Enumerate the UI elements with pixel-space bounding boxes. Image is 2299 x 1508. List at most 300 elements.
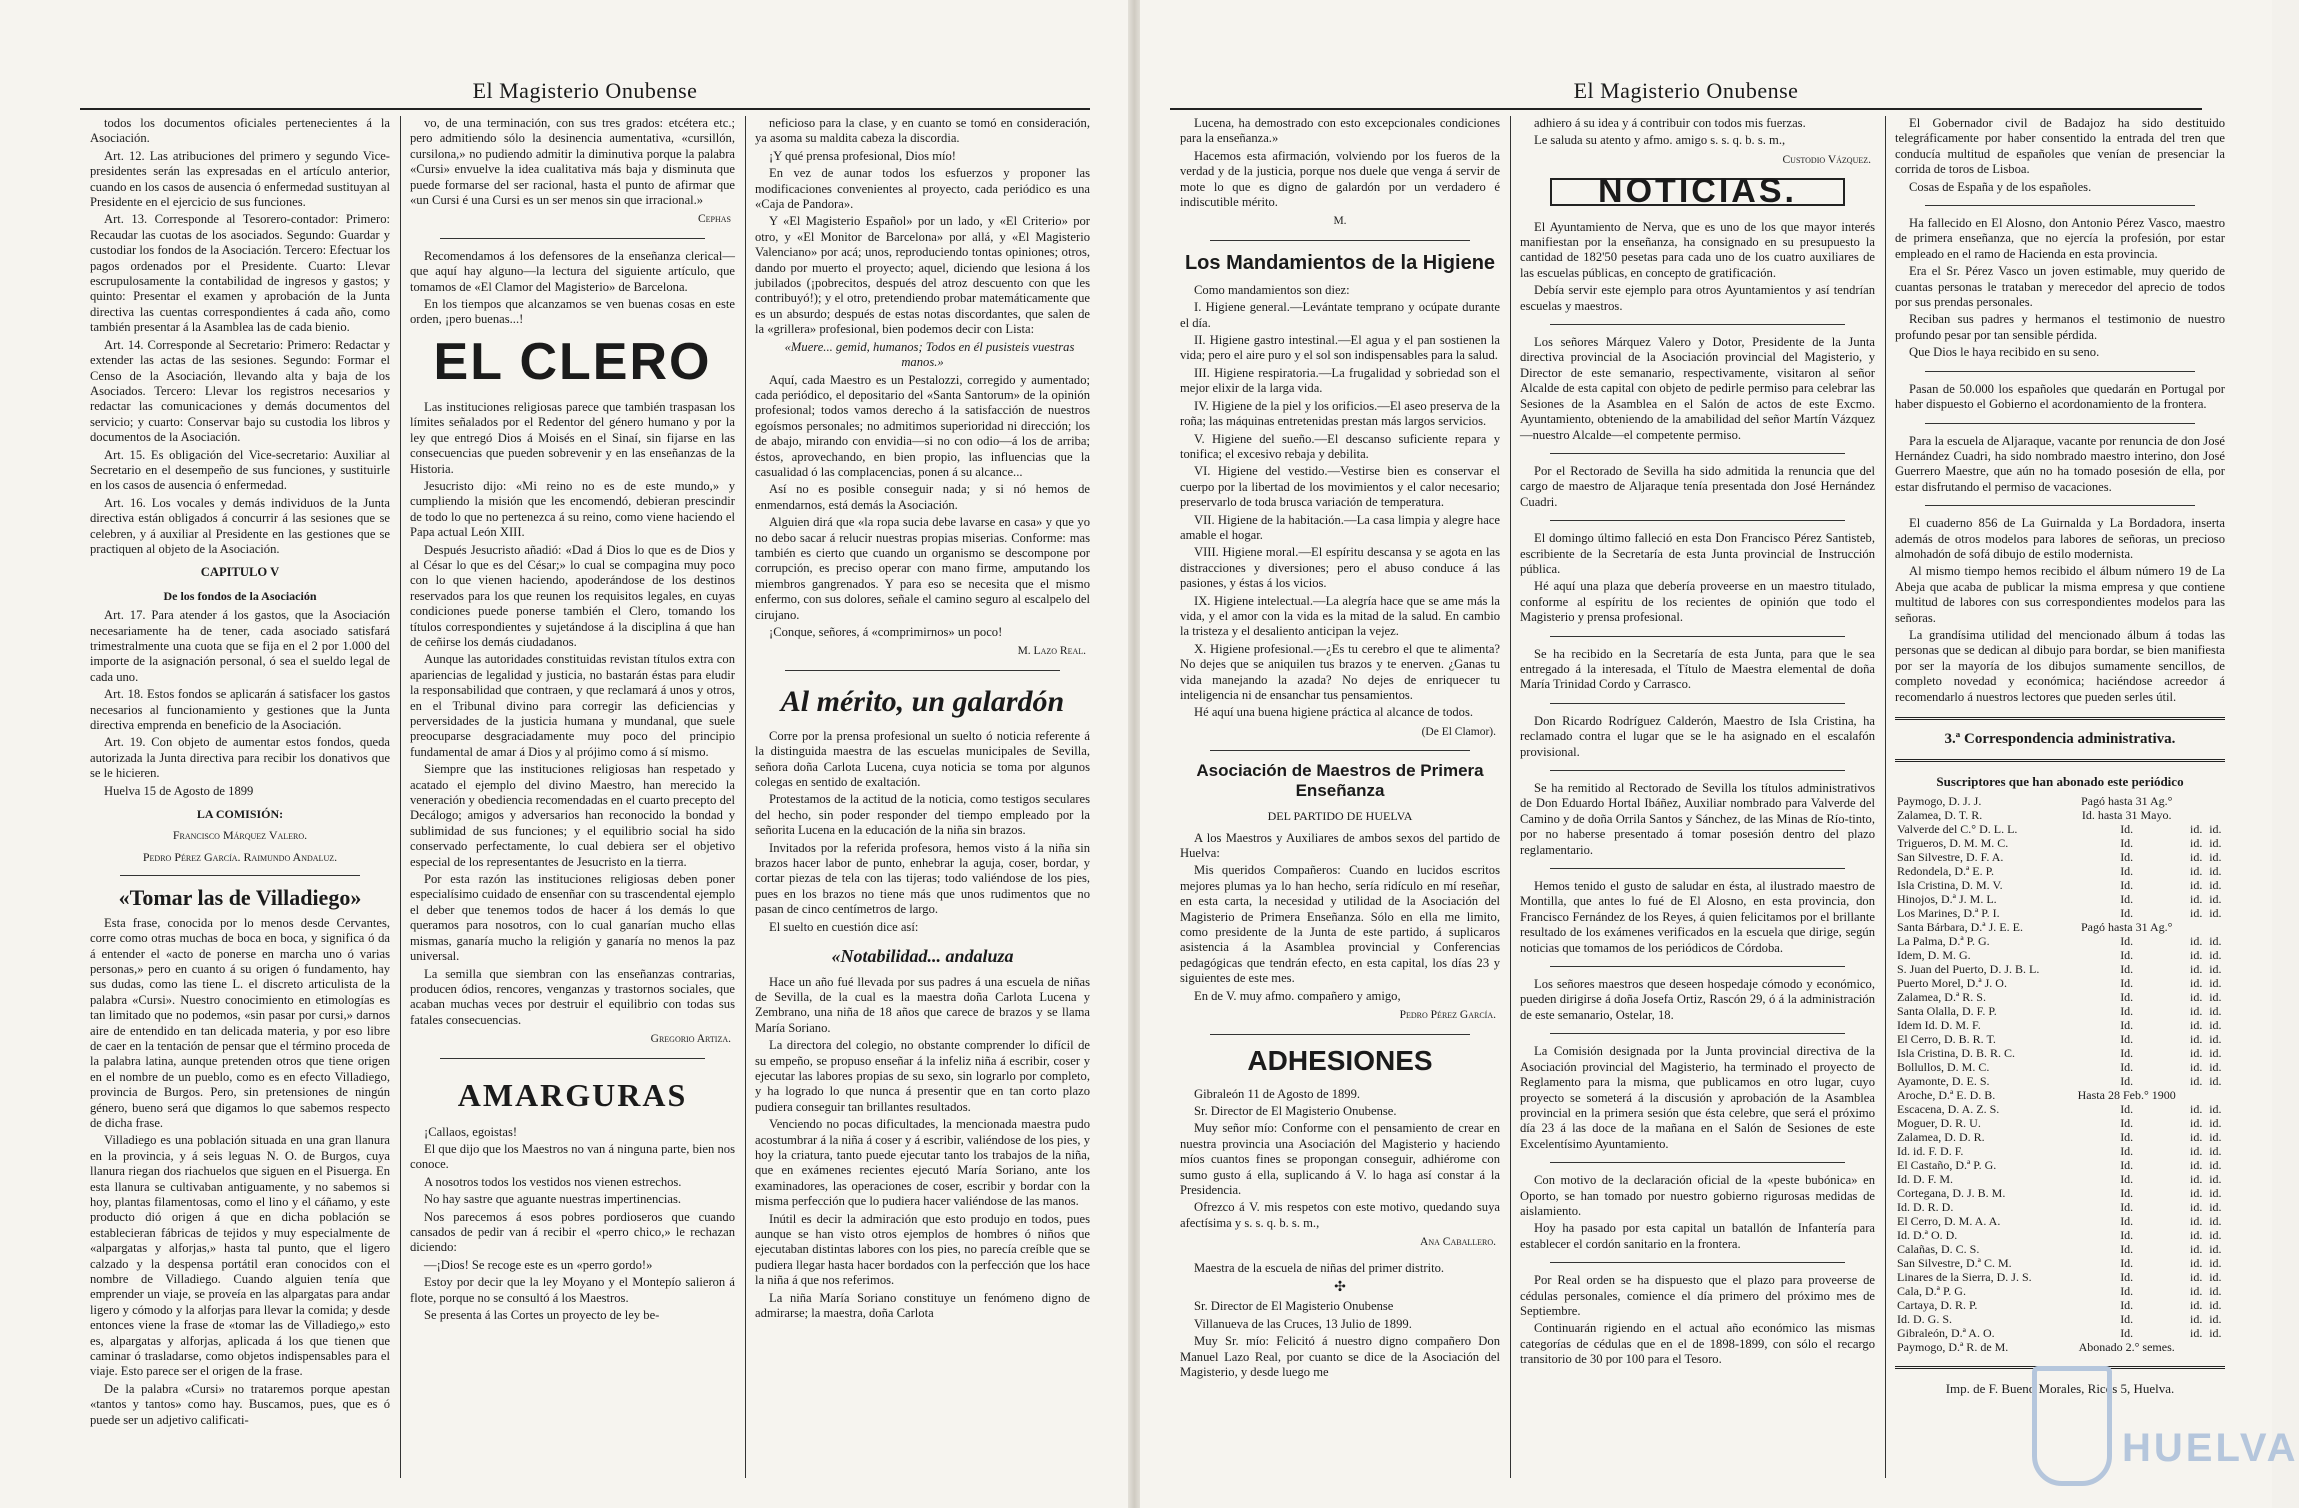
payment-cell: Id.	[2120, 1255, 2134, 1270]
subscriber-cell: Trigueros, D. M. M. C.	[1897, 835, 2009, 850]
payment-cell: Id.	[2120, 1073, 2134, 1088]
payment-cell	[2206, 1088, 2225, 1102]
table-row	[1895, 822, 2225, 836]
news-item: Para la escuela de Aljaraque, vacante por renuncia de don José Hernández Cuadri, ha sido nombrado maestro interino, don José Guerrero Maestre, que aún no ha tomado posesión de ella, por estar disfrutando el permiso de vacaciones.	[1895, 433, 2225, 494]
payment-cell: id.	[2190, 1101, 2203, 1116]
left-page	[0, 0, 1130, 1508]
payment-cell: id.	[2190, 1129, 2203, 1144]
right-page	[1140, 0, 2299, 1508]
subscriber-cell: Calañas, D. C. S.	[1897, 1241, 1980, 1256]
subscriber-cell: Paymogo, D. J. J.	[1897, 793, 1982, 808]
payment-cell: Id.	[2120, 835, 2134, 850]
list-item: I. Higiene general.—Levántate temprano y ocúpate durante el día.	[1180, 300, 1500, 330]
payment-cell: id.	[2209, 1255, 2222, 1270]
payment-cell: id.	[2209, 1325, 2222, 1340]
table-row	[1895, 850, 2225, 864]
news-item: Hoy ha pasado por esta capital un batallón de Infantería para establecer el cordón sanitario en la frontera.	[1520, 1221, 1875, 1251]
table-row	[1895, 864, 2225, 878]
subscriber-cell: Id. D. F. M.	[1897, 1171, 1954, 1186]
news-item: El Gobernador civil de Badajoz ha sido destituido telegráficamente por haber consentido la entrada del tren que conducía multitud de españoles que venían de presenciar la corrida de toros de Lisboa.	[1895, 116, 2225, 177]
news-item: El cuaderno 856 de La Guirnalda y La Bordadora, inserta además de otros modelos para labores de señoras, un precioso almohadón de sofá dibujo de estilo modernista.	[1895, 516, 2225, 561]
paragraph: La niña María Soriano constituye un fenómeno digno de admirarse; la maestra, doña Carlota	[755, 1290, 1090, 1321]
table-row	[1895, 1032, 2225, 1046]
table-row	[1895, 1074, 2225, 1088]
payment-cell: id.	[2190, 1227, 2203, 1242]
subscriber-cell: Los Marines, D.ª P. I.	[1897, 905, 2000, 920]
divider	[1550, 1162, 1845, 1163]
subscriber-cell: Valverde del C.° D. L. L.	[1897, 821, 2018, 836]
subscriber-cell: San Silvestre, D.ª C. M.	[1897, 1255, 2012, 1270]
paragraph: Después Jesucristo añadió: «Dad á Dios lo que es de Dios y al César lo que es del César;» lo cual se compagina muy poco con lo que vienen haciendo, apoderándose de los destinos reservados para los que reunen los requisitos legales, en cuyas condiciones puede ponerse también el Clero, tomando los títulos correspondientes y sujetándose á la disciplina á que han de ceñirse los demás ciudadanos.	[410, 542, 735, 649]
payment-cell: id.	[2209, 1213, 2222, 1228]
paragraph: En los tiempos que alcanzamos se ven buenas cosas en este orden, ¡pero buenas...!	[410, 297, 735, 327]
paragraph: —¡Dios! Se recoge este es un «perro gordo!»	[424, 1257, 653, 1272]
payment-cell: id.	[2190, 1185, 2203, 1200]
paragraph: Ofrezco á V. mis respetos con este motivo, quedando suya afectísima y s. s. q. b. s. m.,	[1180, 1200, 1500, 1230]
list-item: VIII. Higiene moral.—El espíritu descansa y se agota en las distracciones y diversiones; pero el abuso conduce á las pasiones, y éstas á los vicios.	[1180, 545, 1500, 591]
payment-cell: Id.	[2120, 933, 2134, 948]
list-item: V. Higiene del sueño.—El descanso suficiente repara y tonifica; el excesivo rebaja y debilita.	[1180, 431, 1500, 461]
paragraph: En de V. muy afmo. compañero y amigo,	[1194, 988, 1401, 1003]
paragraph: Protestamos de la actitud de la noticia, como testigos seculares del hecho, sin poder responder del tiempo empleado por la señorita Lucena en la educación de la niña sin brazos.	[755, 792, 1090, 838]
column-6	[1895, 116, 2225, 1488]
table-row	[1895, 1060, 2225, 1074]
signature: Francisco Márquez Valero.	[172, 828, 308, 843]
news-item: Ha fallecido en El Alosno, don Antonio Pérez Vasco, maestro de primera enseñanza, que no ejercía la profesión, por estar empleado en el ramo de Hacienda en esta provincia.	[1895, 216, 2225, 261]
payment-cell: id.	[2209, 933, 2222, 948]
payment-cell	[2187, 1340, 2206, 1354]
paragraph: Art. 18. Estos fondos se aplicarán á satisfacer los gastos necesarios al funcionamiento y gestiones que la Junta directiva emprenda en beneficio de la Asociación.	[90, 687, 390, 733]
list-item: VII. Higiene de la habitación.—La casa limpia y alegre hace amable el hogar.	[1180, 512, 1500, 542]
divider	[1550, 324, 1845, 325]
payment-cell: id.	[2190, 1325, 2203, 1340]
payment-cell	[2187, 808, 2206, 822]
paragraph: Y «El Magisterio Español» por un lado, y «El Criterio» por otro, y «El Monitor de Barcelona» por allá, y «El Magisterio Valenciano» por acá; unos, reproduciendo tontas opiniones; otros, dando por muerto el proyecto; aquel, diciendo que lesiona á los jubilados (¡pobrecitos, después del atroz descuento con que les contribuyó!); y el otro, pretendiendo probar matemáticamente que es un absurdo; después de estas notas discordantes, que salen de la «grillera» profesional, bien podemos decir con Lista:	[755, 214, 1090, 337]
paragraph: Art. 15. Es obligación del Vice-secretario: Auxiliar al Secretario en el desempeño de sus funciones, y sustituirle en los casos de ausencia ó enfermedad.	[90, 447, 390, 493]
table-row	[1895, 1284, 2225, 1298]
paragraph: vo, de una terminación, con sus tres grados: etcétera etc.; pero admitiendo sólo la desinencia aumentativa, «cursillón, cursilona,» no pudiendo admitir la diminutiva porque la palabra «Cursi» envuelve la idea cualitativa más baja y disminuta que puede formarse del ser racional, hasta el punto de afirmar que «un Cursi é una Cursi es un ser menos sin que irracional.»	[410, 116, 735, 208]
payment-cell: Id.	[2120, 1227, 2134, 1242]
column-3	[755, 116, 1090, 1488]
paragraph: De la palabra «Cursi» no trataremos porque apestan «tantos y tantos» como hay. Buscamos, pues, que es ó puede ser un adjetivo calificati-	[90, 1381, 390, 1427]
payment-cell: id.	[2209, 989, 2222, 1004]
paragraph: Venciendo no pocas dificultades, la mencionada maestra pudo acostumbrar á la niña á coser y á escribir, valiéndose de los pies, y hoy la criatura, tanto puede ejecutar tanto los trabajos de la niña, que en exámenes recientes ejecutó María Soriano, ante los examinadores, las operaciones de coser, escribir y bordar con la misma perfección que lo pudiera hacer valiéndose de las manos.	[755, 1117, 1090, 1209]
shield-icon	[2032, 1366, 2112, 1486]
commission-label: LA COMISIÓN:	[196, 807, 284, 822]
table-row	[1895, 906, 2225, 920]
payment-cell: Id. hasta 31 Mayo.	[2081, 807, 2172, 822]
masthead: El Magisterio Onubense	[1170, 78, 2202, 110]
payment-cell: Id.	[2120, 877, 2134, 892]
list-item: IX. Higiene intelectual.—La alegría hace que se ame más la vida, y el amor con la vida es la mitad de la salud. En cambio la tristeza y el desaliento anticipan la vejez.	[1180, 593, 1500, 639]
subscriber-cell: Cala, D.ª P. G.	[1897, 1283, 1966, 1298]
payment-cell: id.	[2190, 1045, 2203, 1060]
payment-cell: Id.	[2120, 961, 2134, 976]
payment-cell: Id.	[2120, 1185, 2134, 1200]
payment-cell: id.	[2190, 821, 2203, 836]
paragraph: Por esta razón las instituciones religiosas deben poner especialísimo cuidado de ensenñar con su trascendental ejemplo el deber que tenemos todos de hacer á los demás lo que queramos para nosotros, con lo cual ganarían mucho ellas mismas, ganaría mucho la religión y ganaría no menos la paz universal.	[410, 872, 735, 964]
payment-cell: id.	[2209, 1283, 2222, 1298]
table-row	[1895, 892, 2225, 906]
article-title: «Tomar las de Villadiego»	[118, 885, 362, 911]
payment-cell: id.	[2209, 1199, 2222, 1214]
payment-cell: id.	[2209, 1031, 2222, 1046]
article-title: AMARGURAS	[457, 1076, 688, 1113]
paragraph: Invitados por la referida profesora, hemos visto á la niña sin brazos hacer labor de punto, enhebrar la aguja, coser, bordar, y cortar piezas de tela con las tijeras; todo valiéndose de los pies, pues en los brazos no tiene más que unos rudimentos que no pasan de cinco centímetros de largo.	[755, 840, 1090, 917]
payment-cell: id.	[2209, 1269, 2222, 1284]
payment-cell: id.	[2190, 1311, 2203, 1326]
table-row	[1895, 934, 2225, 948]
divider	[1550, 770, 1845, 771]
payment-cell: id.	[2209, 1045, 2222, 1060]
paragraph: Muy señor mío: Conforme con el pensamiento de crear en nuestra provincia una Asociación del Magisterio y haciendo míos cuantos fines se propongan conseguir, adhiérome con sumo gusto á ella, suplicando á V. lo haga así constar á la Presidencia.	[1180, 1121, 1500, 1197]
paragraph: ¡Y qué prensa profesional, Dios mío!	[769, 148, 956, 163]
subscriber-cell: S. Juan del Puerto, D. J. B. L.	[1897, 961, 2040, 976]
payment-cell: id.	[2190, 933, 2203, 948]
payment-cell: Id.	[2120, 1283, 2134, 1298]
dateline: Villanueva de las Cruces, 13 Julio de 1899.	[1194, 1316, 1412, 1331]
payment-cell: id.	[2190, 891, 2203, 906]
payment-cell: Id.	[2120, 947, 2134, 962]
table-row	[1895, 976, 2225, 990]
payment-cell: Id.	[2120, 891, 2134, 906]
divider	[1210, 240, 1470, 241]
payment-cell: id.	[2190, 1017, 2203, 1032]
table-row	[1895, 990, 2225, 1004]
divider	[1550, 453, 1845, 454]
table-row	[1895, 1102, 2225, 1116]
news-item: Era el Sr. Pérez Vasco un joven estimable, muy querido de cuantas personas le trataban y merecedor del aprecio de todos por sus prendas personales.	[1895, 264, 2225, 310]
news-item: Se ha remitido al Rectorado de Sevilla los títulos administrativos de Don Eduardo Hortal Ibáñez, Auxiliar nombrado para Valverde del Camino y de doña Orrila Santos y Sánchez, de las Minas de Río-tinto, por no haberse presentado á tomar posesión dentro del plazo reglamentario.	[1520, 781, 1875, 857]
subscriber-cell: Zalamea, D. T. R.	[1897, 807, 1983, 822]
payment-cell: id.	[2209, 821, 2222, 836]
payment-cell: id.	[2190, 877, 2203, 892]
quote-title: «Notabilidad... andaluza	[831, 946, 1014, 967]
double-rule	[1895, 717, 2225, 720]
article-title: EL CLERO	[433, 332, 712, 391]
table-row	[1895, 1130, 2225, 1144]
divider	[1550, 868, 1845, 869]
subscriber-cell: Santa Bárbara, D.ª J. E. E.	[1897, 919, 2023, 934]
salutation: Sr. Director de El Magisterio Onubense	[1194, 1299, 1394, 1314]
news-item: El Ayuntamiento de Nerva, que es uno de los que mayor interés manifiestan por la enseñanza, ha consignado en su presupuesto la cantidad de 182'50 pesetas para cada uno de los cuatro auxiliares de las escuelas públicas, en concepto de gratificación.	[1520, 219, 1875, 280]
section-title: NOTICIAS.	[1550, 178, 1845, 205]
paragraph: Aunque las autoridades constituidas revistan títulos extra con apariencias de legalidad y justicia, no bastarán éstas para eludir la responsabilidad que contraen, y que reclamará á unos y otros, en el Tribunal divino para corregir las deficiencias y perversidades de la justicia humana y mundanal, que suele preocuparse desgraciadamente muy poco del principio fundamental de amar á Dios y al prójimo como á sí mismo.	[410, 652, 735, 759]
payment-cell: id.	[2209, 947, 2222, 962]
news-item: El domingo último falleció en esta Don Francisco Pérez Santisteb, escribiente de la Secretaría de esta Junta provincial de Instrucción pública.	[1520, 531, 1875, 576]
payment-cell: id.	[2190, 947, 2203, 962]
column-1	[90, 116, 390, 1488]
subscriber-cell: El Cerro, D. B. R. T.	[1897, 1031, 1996, 1046]
paragraph: Lucena, ha demostrado con esto excepcionales condiciones para la enseñanza.»	[1180, 116, 1500, 146]
table-row	[1895, 1116, 2225, 1130]
news-item: Por Real orden se ha dispuesto que el plazo para proveerse de cédulas personales, comience el día primero del próximo mes de Septiembre.	[1520, 1273, 1875, 1318]
news-item: Continuarán rigiendo en el actual año económico las mismas categorías de cédulas que en el de 1898-1899, con sólo el recargo transitorio de 30 por 100 para el Tesoro.	[1520, 1321, 1875, 1367]
paragraph: Hé aquí una buena higiene práctica al alcance de todos.	[1194, 705, 1474, 720]
table-row	[1895, 1228, 2225, 1242]
subscriber-cell: San Silvestre, D. F. A.	[1897, 849, 2004, 864]
payment-cell: Abonado 2.° semes.	[2078, 1339, 2175, 1354]
payment-cell	[2206, 1340, 2225, 1354]
table-row	[1895, 1340, 2225, 1354]
paragraph: Mis queridos Compañeros: Cuando en lucidos escritos mejores plumas ya lo han hecho, sería ridículo en mí reseñar, en esta carta, la necesidad y utilidad de la Asociación del Magisterio de Primera Enseñanza. Sólo en ella me limito, como presidente de la Junta de este partido, á suplicaros asistencia á la Asamblea provincial y Conferencias pedagógicas que tendrán efecto, en esta capital, los días 23 y siguientes de este mes.	[1180, 863, 1500, 986]
paragraph: Recomendamos á los defensores de la enseñanza clerical—que aquí hay alguno—la lectura del siguiente artículo, que tomamos de «El Clamor del Magisterio» de Barcelona.	[410, 248, 735, 294]
subscriber-cell: Cartaya, D. R. P.	[1897, 1297, 1978, 1312]
paragraph: A los Maestros y Auxiliares de ambos sexos del partido de Huelva:	[1180, 830, 1500, 861]
payment-cell: Id.	[2120, 1241, 2134, 1256]
divider	[1550, 703, 1845, 704]
subscriber-cell: La Palma, D.ª P. G.	[1897, 933, 1990, 948]
payment-cell: Id.	[2120, 989, 2134, 1004]
subscriber-cell: Hinojos, D.ª J. M. L.	[1897, 891, 1997, 906]
news-item: Hemos tenido el gusto de saludar en ésta, al ilustrado maestro de Montilla, que antes lo fué de El Alosno, en esta provincia, don Francisco Fernández de los Reyes, á quien felicitamos por el brillante resultado de los exámenes verificados en la escuela que dirige, según noticias que tomamos de los periódicos de Córdoba.	[1520, 879, 1875, 955]
subscriber-cell: Zalamea, D.ª R. S.	[1897, 989, 1986, 1004]
subscriber-cell: Puerto Morel, D.ª J. O.	[1897, 975, 2007, 990]
payment-cell: id.	[2190, 1297, 2203, 1312]
paragraph: Estoy por decir que la ley Moyano y el Montepío salieron á flote, porque no se consultó á los Maestros.	[410, 1275, 735, 1305]
payment-cell: id.	[2190, 989, 2203, 1004]
paragraph: Esta frase, conocida por lo menos desde Cervantes, corre como otras muchas de boca en boca, y significa ó da á entender el «acto de ponerse en marcha uno ó varias personas,» pero en cuanto á su origen ó fundamento, hay sus dudas, como las tiene L. el discreto articulista de la palabra «Cursi». Nuestro conocimiento en etimologías es tan limitado que no podemos, «sin pasar por cursi,» darnos aire de entendido en tan delicada materia, y por eso libre de caer en la tentación de pensar que el término proceda de la palabra latina, aunque pretenden otros que tiene origen en el nombre de un pueblo, como es en efecto Villadiego, provincia de Burgos. Pero, sin pretensiones de ningún género, bueno será que digamos lo que sabemos respecto de dicha frase.	[90, 915, 390, 1130]
news-item: Por el Rectorado de Sevilla ha sido admitida la renuncia que del cargo de maestro de Aljaraque tenía presentada don José Hernández Cuadri.	[1520, 463, 1875, 509]
payment-cell: Id.	[2120, 1003, 2134, 1018]
news-item: Pasan de 50.000 los españoles que quedarán en Portugal por haber dispuesto el Gobierno el acordonamiento de la frontera.	[1895, 381, 2225, 412]
table-row	[1895, 1018, 2225, 1032]
subscriber-cell: Cortegana, D. J. B. M.	[1897, 1185, 2006, 1200]
paragraph: Maestra de la escuela de niñas del primer distrito.	[1194, 1260, 1445, 1275]
subscriber-cell: Moguer, D. R. U.	[1897, 1115, 1981, 1130]
divider	[1550, 1262, 1845, 1263]
payment-cell: id.	[2209, 1003, 2222, 1018]
table-row	[1895, 1186, 2225, 1200]
table-row	[1895, 1004, 2225, 1018]
paragraph: Hacemos esta afirmación, volviendo por los fueros de la verdad y de la justicia, porque nos duele que venga á servir de mote lo que es digno de galardón por un verdadero é indiscutible mérito.	[1180, 148, 1500, 210]
divider	[440, 238, 705, 239]
column-5	[1520, 116, 1875, 1488]
payment-cell: Id.	[2120, 1325, 2134, 1340]
subscriber-cell: Paymogo, D.ª R. de M.	[1897, 1339, 2009, 1354]
payment-cell: id.	[2190, 1199, 2203, 1214]
table-row	[1895, 836, 2225, 850]
article-title: Los Mandamientos de la Higiene	[1184, 251, 1496, 274]
article-title: Asociación de Maestros de Primera Enseñanza	[1196, 761, 1484, 801]
payment-cell: id.	[2190, 1073, 2203, 1088]
paragraph: La directora del colegio, no obstante comprender lo difícil de su empeño, se propuso enseñar á la infeliz niña á escribir, coser y ejecutar las labores propias de su sexo, sin lograrlo por completo, y ha logrado lo que nunca á presentir que en tan corto plazo pudiera conseguir tan brillantes resultados.	[755, 1038, 1090, 1114]
divider	[785, 670, 1060, 671]
payment-cell: Id.	[2120, 1017, 2134, 1032]
paragraph: Le saluda su atento y afmo. amigo s. s. q. b. s. m.,	[1534, 133, 1786, 148]
payment-cell: id.	[2209, 849, 2222, 864]
payment-cell: id.	[2190, 905, 2203, 920]
list-item: II. Higiene gastro intestinal.—El agua y el pan sostienen la vida; pero el aire puro y el sol son indispensables para la salud.	[1180, 333, 1500, 363]
subscriber-cell: Aroche, D.ª E. D. B.	[1897, 1087, 1996, 1102]
payment-cell: Id.	[2120, 1059, 2134, 1074]
payment-cell	[2206, 808, 2225, 822]
payment-cell	[2187, 1088, 2206, 1102]
column-rule	[745, 116, 746, 1478]
subscriber-cell: Isla Cristina, D. M. V.	[1897, 877, 2003, 892]
payment-cell: Id.	[2120, 1157, 2134, 1172]
subscriber-cell: Redondela, D.ª E. P.	[1897, 863, 1994, 878]
payment-cell: id.	[2209, 1241, 2222, 1256]
payment-cell: id.	[2209, 1115, 2222, 1130]
table-row	[1895, 1144, 2225, 1158]
table-row	[1895, 1214, 2225, 1228]
table-row	[1895, 948, 2225, 962]
paragraph: Nos parecemos á esos pobres pordioseros que cuando cansados de pedir van á recibir el «perro chico,» le rechazan diciendo:	[410, 1209, 735, 1255]
list-item: III. Higiene respiratoria.—La frugalidad y sobriedad son el mejor elixir de la larga vida.	[1180, 365, 1500, 396]
news-item: Al mismo tiempo hemos recibido el álbum número 19 de La Abeja que acaba de publicar la misma empresa y que contiene multitud de labores con sus correspondientes modelos para las señoras.	[1895, 564, 2225, 625]
paragraph: Villadiego es una población situada en una gran llanura en la provincia, y á seis leguas N. O. de Burgos, cuya llanura riegan dos riachuelos que siguen en el Pisuerga. En esta llanura se cultivaban antiguamente, y no sabemos si hoy, plantas filamentosas, como el lino y el cáñamo, y este producto dió origen á que en dicha población se establecieran fábricas de tejidos y muy especialmente de «alpargatas y alforjas,» hasta tal punto, que el ligero calzado y la despensa portátil eran conocidos con el nombre de Villadiego. Cuando alguien tenía que emprender un viaje, se proveía en las alpargatas para andar ligero y cómodo y la alforjas para llevar la comida; y desde entonces viene la frase de «tomar las de Villadiego,» esto es, alpargatas y alforjas, aplicada á los que tienen que caminar ó trasladarse, como objetos indispensables para el viaje. Esto parece ser el origen de la frase.	[90, 1133, 390, 1379]
divider	[1925, 505, 2195, 506]
payment-cell: id.	[2209, 1129, 2222, 1144]
divider	[1550, 966, 1845, 967]
payment-cell: id.	[2190, 1213, 2203, 1228]
payment-cell: id.	[2190, 1143, 2203, 1158]
payment-cell: Id.	[2120, 1269, 2134, 1284]
subscriber-cell: Escacena, D. A. Z. S.	[1897, 1101, 2000, 1116]
payment-cell: id.	[2209, 863, 2222, 878]
signature: Gregorio Artiza.	[650, 1033, 731, 1046]
paragraph: En vez de aunar todos los esfuerzos y proponer las modificaciones convenientes al proyecto, cada periódico es una «Caja de Pandora».	[755, 166, 1090, 212]
paragraph: Art. 14. Corresponde al Secretario: Primero: Redactar y extender las actas de las sesiones. Segundo: Formar el Censo de la Asociación, llevando alta y baja de los Asociados. Tercero: Llevar los registros necesarios y redactar las comunicaciones y demás documentos del servicio; y cuarto: Conservar bajo su custodia los libros y documentos de la Asociación.	[90, 337, 390, 445]
paragraph: La semilla que siembran con las enseñanzas contrarias, producen ódios, rencores, venganzas y trastornos sociales, que acaban muchas veces por destruir el equilibrio con todas sus fatales consecuencias.	[410, 966, 735, 1027]
paragraph: El que dijo que los Maestros no van á ninguna parte, bien nos conoce.	[410, 1141, 735, 1172]
paragraph: A nosotros todos los vestidos nos vienen estrechos.	[424, 1174, 682, 1189]
article-title: ADHESIONES	[1247, 1044, 1433, 1076]
double-rule	[1895, 759, 2225, 762]
divider	[1210, 750, 1470, 751]
payment-cell: id.	[2190, 849, 2203, 864]
table-row	[1895, 920, 2225, 934]
payment-cell: id.	[2209, 1297, 2222, 1312]
printer-imprint: Imp. de F. Bueno Morales, Ricos 5, Huelva.	[1945, 1380, 2175, 1396]
payment-cell: Id.	[2120, 1297, 2134, 1312]
table-row	[1895, 1256, 2225, 1270]
paragraph: No hay sastre que aguante nuestras impertinencias.	[424, 1192, 682, 1207]
payment-cell	[2206, 794, 2225, 808]
table-row	[1895, 1312, 2225, 1326]
paragraph: Jesucristo dijo: «Mi reino no es de este mundo,» y cumpliendo la misión que les encomendó, debieran prescindir de todo lo que no pertenezca á su reino, como viene haciendo el Papa actual León XIII.	[410, 478, 735, 540]
news-item: La Comisión designada por la Junta provincial directiva de la Asociación provincial del Magisterio, ha terminado el proyecto de Reglamento para la misma, que publicamos en otro lugar, cuyo proyecto se someterá á la discusión y aprobación de la Asamblea provincial en la primera sesión que ésta celebre, que será el próximo día 23 á las doce de la mañana en el Salón de Sesiones de este Excelentísimo Ayuntamiento.	[1520, 1044, 1875, 1151]
payment-cell: Id.	[2120, 849, 2134, 864]
paragraph: ¡Conque, señores, á «comprimirnos» un poco!	[769, 625, 1003, 639]
payment-cell: Id.	[2120, 1101, 2134, 1116]
paragraph: Siempre que las instituciones religiosas han respetado y acatado el ejemplo del divino Maestro, han merecido la veneración y obediencia recomendadas en el cuarto precepto del Decálogo; amigos y adversarios han reconocido la bondad y sublimidad de sus funciones; y el equilibrio social ha sido conservado perfectamente, lo cual debiera ser el objetivo especial de los representantes de Jesucristo en la tierra.	[410, 762, 735, 869]
payment-cell: Id.	[2120, 1031, 2134, 1046]
divider	[120, 875, 360, 876]
paragraph: todos los documentos oficiales pertenecientes á la Asociación.	[90, 116, 390, 146]
divider	[1925, 205, 2195, 206]
subscriber-cell: Idem Id. D. M. F.	[1897, 1017, 1981, 1032]
payment-cell	[2187, 794, 2206, 808]
payment-cell: Id.	[2120, 1045, 2134, 1060]
signature: Custodio Vázquez.	[1782, 153, 1871, 166]
signature: Pedro Pérez García.	[1399, 1009, 1496, 1022]
payment-cell: id.	[2209, 1171, 2222, 1186]
payment-cell: id.	[2209, 1101, 2222, 1116]
payment-cell: Id.	[2120, 1129, 2134, 1144]
payment-cell: id.	[2209, 1227, 2222, 1242]
article-title: Al mérito, un galardón	[780, 684, 1065, 718]
subscriber-cell: El Cerro, D. M. A. A.	[1897, 1213, 2001, 1228]
paragraph: Art. 16. Los vocales y demás individuos de la Junta directiva están obligados á concurrir á las sesiones que se celebren, y á auxiliar al Presidente en las gestiones que se practiquen al objeto de la Asociación.	[90, 495, 390, 556]
table-row	[1895, 1242, 2225, 1256]
subscriber-cell: El Castaño, D.ª P. G.	[1897, 1157, 1997, 1172]
divider	[1550, 520, 1845, 521]
paragraph: Aquí, cada Maestro es un Pestalozzi, corregido y aumentado; cada periódico, el depositario del «Santa Santorum» de la opinión profesional; todos vamos derecho á la satisfacción de nuestros egoísmos personales; no admitimos superioridad ni dirección; los de abajo, mirando con envidia—si no con odio—á los de arriba; éstos, aprovechando, en bien propio, las influencias que la casualidad ó las complacencias, ponen á su alcance...	[755, 372, 1090, 479]
table-row	[1895, 794, 2225, 808]
subscriber-cell: Gibraleón, D.ª A. O.	[1897, 1325, 1995, 1340]
paragraph: Muy Sr. mío: Felicitó á nuestro digno compañero Don Manuel Lazo Real, por cuanto se dice de la Asociación del Magisterio, y desde luego me	[1180, 1334, 1500, 1379]
table-row	[1895, 1326, 2225, 1340]
column-4	[1180, 116, 1500, 1488]
paragraph: ¡Callaos, egoistas!	[424, 1124, 518, 1139]
article-subtitle: DEL PARTIDO DE HUELVA	[1267, 809, 1413, 824]
news-item: Cosas de España y de los españoles.	[1909, 179, 2092, 194]
signature: M. Lazo Real.	[1017, 645, 1086, 658]
payment-cell: id.	[2209, 891, 2222, 906]
list-item: IV. Higiene de la piel y los orificios.—El aseo preserva de la roña; las máquinas entretenidas prestan más largos servicios.	[1180, 398, 1500, 429]
subscriber-cell: Santa Olalla, D. F. P.	[1897, 1003, 1997, 1018]
table-row	[1895, 1046, 2225, 1060]
payment-cell: id.	[2190, 1031, 2203, 1046]
payment-cell: id.	[2190, 1283, 2203, 1298]
subscriber-cell: Isla Cristina, D. B. R. C.	[1897, 1045, 2016, 1060]
payment-cell: id.	[2209, 961, 2222, 976]
table-row	[1895, 1200, 2225, 1214]
subscriber-cell: Id. id. F. D. F.	[1897, 1143, 1964, 1158]
payment-cell: Pagó hasta 31 Ag.°	[2080, 919, 2173, 934]
payment-cell: id.	[2190, 863, 2203, 878]
column-rule	[1885, 116, 1886, 1478]
list-item: X. Higiene profesional.—¿Es tu cerebro el que te alimenta? No dejes que se aniquilen tus brazos y te enerven. ¿Ganas tu vida manejando la azada? No dejes de enriquecer tu inteligencia ni de ensanchar tus pensamientos.	[1180, 641, 1500, 702]
paragraph: Art. 17. Para atender á los gastos, que la Asociación necesariamente ha de tener, cada asociado satisfará trimestralmente una cuota que se fija en el 2 por 1.000 del importe de la asignación personal, ó sea el sueldo legal de cada uno.	[90, 608, 390, 684]
masthead: El Magisterio Onubense	[80, 78, 1090, 110]
subscriber-cell: Idem, D. M. G.	[1897, 947, 1971, 962]
table-heading: Suscriptores que han abonado este periódico	[1936, 774, 2184, 790]
paragraph: Art. 12. Las atribuciones del primero y segundo Vice-presidentes serán las expresadas en el artículo anterior, cuando en los casos de ausencia ó enfermedad sustituyan al Presidente en el ejercicio de sus funciones.	[90, 148, 390, 210]
payment-cell: Id.	[2120, 1199, 2134, 1214]
payment-cell: id.	[2190, 1157, 2203, 1172]
paragraph: Así no es posible conseguir nada; y si nó hemos de enmendarnos, está demás la Asociación.	[755, 482, 1090, 512]
table-row	[1895, 878, 2225, 892]
payment-cell: Id.	[2120, 1171, 2134, 1186]
payment-cell: Hasta 28 Feb.° 1900	[2077, 1087, 2176, 1102]
signature: M.	[1333, 215, 1347, 228]
payment-cell: id.	[2209, 877, 2222, 892]
paragraph: Se presenta á las Cortes un proyecto de ley be-	[424, 1308, 660, 1322]
news-item: Los señores Márquez Valero y Dotor, Presidente de la Junta directiva provincial de la Asociación provincial del Magisterio, y Director de este semanario, respectivamente, visitaron al señor Alcalde de esta capital con objeto de pedirle permiso para celebrar las Sesiones de la Asamblea en el Salón de actos de este Excmo. Ayuntamiento, obteniendo de la amabilidad del señor Martín Vázquez—nuestro Alcalde—el competente permiso.	[1520, 335, 1875, 442]
chapter-heading: CAPITULO V	[200, 565, 280, 580]
dateline: Gibraleón 11 de Agosto de 1899.	[1194, 1086, 1361, 1101]
payment-cell: id.	[2190, 961, 2203, 976]
table-row	[1895, 808, 2225, 822]
news-item: La grandísima utilidad del mencionado álbum á todas las personas que se dedican al dibujo para bordar, se bien manifiesta por ser la mayoría de los dibujos sumamente sencillos, de completo novedad y económica; haciéndose acreedor á recomendarlo á nuestros lectores que pueden serles útil.	[1895, 627, 2225, 704]
payment-cell: id.	[2190, 1241, 2203, 1256]
paragraph: Como mandamientos son diez:	[1194, 282, 1350, 297]
table-row	[1895, 1270, 2225, 1284]
payment-cell: Id.	[2120, 863, 2134, 878]
payment-cell	[2206, 920, 2225, 934]
divider	[440, 1058, 705, 1059]
ornament-icon: ✣	[1334, 1279, 1346, 1295]
paragraph: Inútil es decir la admiración que esto produjo en todos, pues aunque se han visto otros ejemplos de hombres ó niños que ejecutaban distintas labores con los pies, no parecía creíble que se pudiera llegar hasta hacer bordados con la perfección que los hace la niña á que nos referimos.	[755, 1211, 1090, 1288]
library-stamp	[2012, 1356, 2299, 1486]
subscriber-cell: Id. D. G. S.	[1897, 1311, 1953, 1326]
subscriber-cell: Linares de la Sierra, D. J. S.	[1897, 1269, 2032, 1284]
table-row	[1895, 1158, 2225, 1172]
payment-cell: id.	[2190, 1003, 2203, 1018]
